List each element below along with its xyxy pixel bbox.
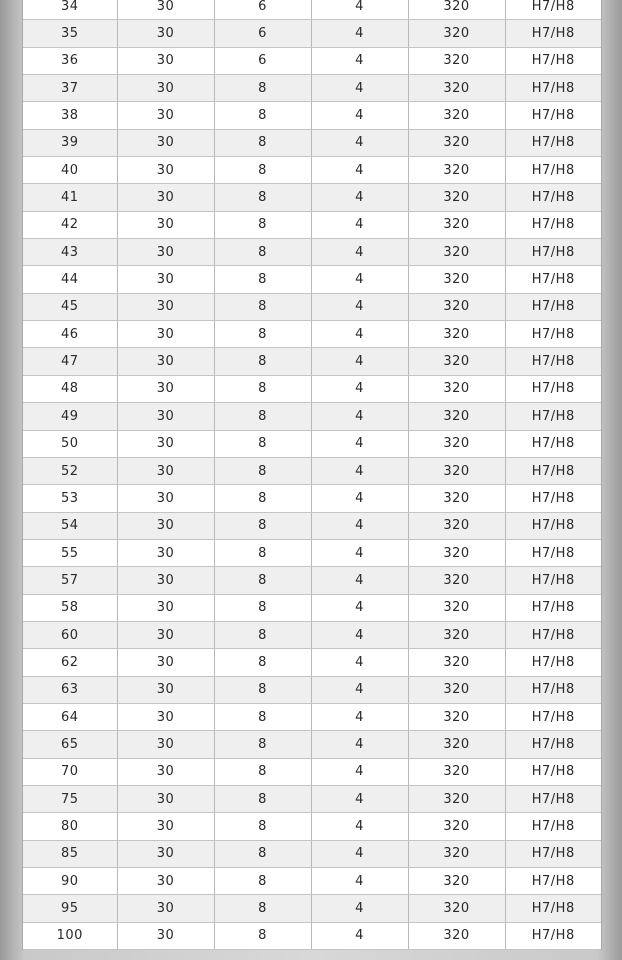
depth-cell: 4 <box>311 293 408 320</box>
table-row <box>23 430 601 457</box>
depth-cell: 4 <box>311 321 408 348</box>
table-row <box>23 703 601 730</box>
length-cell: 30 <box>117 895 214 922</box>
width-cell: 8 <box>214 157 311 184</box>
width-cell: 8 <box>214 567 311 594</box>
size-cell: 45 <box>23 293 117 320</box>
width-cell: 8 <box>214 293 311 320</box>
depth-cell: 4 <box>311 184 408 211</box>
width-cell: 8 <box>214 75 311 102</box>
tolerance-cell: H7/H8 <box>505 567 601 594</box>
depth-cell: 4 <box>311 430 408 457</box>
table-row <box>23 731 601 758</box>
table-row <box>23 47 601 74</box>
size-cell: 43 <box>23 239 117 266</box>
length-cell: 30 <box>117 0 214 20</box>
length-cell: 30 <box>117 649 214 676</box>
table-row <box>23 539 601 566</box>
tolerance-cell: H7/H8 <box>505 321 601 348</box>
depth-cell: 4 <box>311 676 408 703</box>
spec-table-body <box>23 0 601 950</box>
strength-cell: 320 <box>408 0 505 20</box>
width-cell: 8 <box>214 403 311 430</box>
table-row <box>23 485 601 512</box>
depth-cell: 4 <box>311 102 408 129</box>
strength-cell: 320 <box>408 375 505 402</box>
length-cell: 30 <box>117 348 214 375</box>
tolerance-cell: H7/H8 <box>505 239 601 266</box>
strength-cell: 320 <box>408 649 505 676</box>
length-cell: 30 <box>117 47 214 74</box>
tolerance-cell: H7/H8 <box>505 512 601 539</box>
width-cell: 8 <box>214 539 311 566</box>
strength-cell: 320 <box>408 785 505 812</box>
width-cell: 8 <box>214 211 311 238</box>
tolerance-cell: H7/H8 <box>505 211 601 238</box>
depth-cell: 4 <box>311 457 408 484</box>
strength-cell: 320 <box>408 403 505 430</box>
length-cell: 30 <box>117 211 214 238</box>
width-cell: 8 <box>214 239 311 266</box>
length-cell: 30 <box>117 102 214 129</box>
table-row <box>23 868 601 895</box>
depth-cell: 4 <box>311 485 408 512</box>
width-cell: 8 <box>214 840 311 867</box>
table-row <box>23 785 601 812</box>
length-cell: 30 <box>117 239 214 266</box>
tolerance-cell: H7/H8 <box>505 0 601 20</box>
size-cell: 64 <box>23 703 117 730</box>
tolerance-cell: H7/H8 <box>505 813 601 840</box>
depth-cell: 4 <box>311 20 408 47</box>
length-cell: 30 <box>117 430 214 457</box>
depth-cell: 4 <box>311 239 408 266</box>
length-cell: 30 <box>117 321 214 348</box>
depth-cell: 4 <box>311 594 408 621</box>
size-cell: 60 <box>23 621 117 648</box>
width-cell: 8 <box>214 184 311 211</box>
size-cell: 35 <box>23 20 117 47</box>
size-cell: 36 <box>23 47 117 74</box>
size-cell: 48 <box>23 375 117 402</box>
table-row <box>23 512 601 539</box>
strength-cell: 320 <box>408 512 505 539</box>
width-cell: 8 <box>214 676 311 703</box>
size-cell: 44 <box>23 266 117 293</box>
size-cell: 95 <box>23 895 117 922</box>
tolerance-cell: H7/H8 <box>505 348 601 375</box>
table-row <box>23 293 601 320</box>
table-row <box>23 403 601 430</box>
strength-cell: 320 <box>408 348 505 375</box>
depth-cell: 4 <box>311 75 408 102</box>
strength-cell: 320 <box>408 539 505 566</box>
width-cell: 6 <box>214 47 311 74</box>
tolerance-cell: H7/H8 <box>505 129 601 156</box>
depth-cell: 4 <box>311 403 408 430</box>
tolerance-cell: H7/H8 <box>505 621 601 648</box>
tolerance-cell: H7/H8 <box>505 649 601 676</box>
strength-cell: 320 <box>408 485 505 512</box>
size-cell: 65 <box>23 731 117 758</box>
strength-cell: 320 <box>408 676 505 703</box>
size-cell: 53 <box>23 485 117 512</box>
depth-cell: 4 <box>311 567 408 594</box>
depth-cell: 4 <box>311 512 408 539</box>
length-cell: 30 <box>117 184 214 211</box>
table-row <box>23 348 601 375</box>
depth-cell: 4 <box>311 731 408 758</box>
size-cell: 63 <box>23 676 117 703</box>
strength-cell: 320 <box>408 758 505 785</box>
table-row <box>23 567 601 594</box>
tolerance-cell: H7/H8 <box>505 184 601 211</box>
width-cell: 8 <box>214 922 311 949</box>
strength-cell: 320 <box>408 430 505 457</box>
size-cell: 80 <box>23 813 117 840</box>
table-row <box>23 129 601 156</box>
width-cell: 8 <box>214 485 311 512</box>
strength-cell: 320 <box>408 731 505 758</box>
tolerance-cell: H7/H8 <box>505 676 601 703</box>
table-row <box>23 457 601 484</box>
strength-cell: 320 <box>408 184 505 211</box>
table-row <box>23 758 601 785</box>
depth-cell: 4 <box>311 758 408 785</box>
table-row <box>23 239 601 266</box>
length-cell: 30 <box>117 621 214 648</box>
tolerance-cell: H7/H8 <box>505 758 601 785</box>
size-cell: 49 <box>23 403 117 430</box>
size-cell: 38 <box>23 102 117 129</box>
size-cell: 58 <box>23 594 117 621</box>
tolerance-cell: H7/H8 <box>505 785 601 812</box>
strength-cell: 320 <box>408 594 505 621</box>
strength-cell: 320 <box>408 211 505 238</box>
width-cell: 8 <box>214 758 311 785</box>
depth-cell: 4 <box>311 868 408 895</box>
tolerance-cell: H7/H8 <box>505 20 601 47</box>
table-row <box>23 20 601 47</box>
size-cell: 46 <box>23 321 117 348</box>
size-cell: 37 <box>23 75 117 102</box>
strength-cell: 320 <box>408 129 505 156</box>
tolerance-cell: H7/H8 <box>505 895 601 922</box>
length-cell: 30 <box>117 403 214 430</box>
tolerance-cell: H7/H8 <box>505 157 601 184</box>
width-cell: 6 <box>214 20 311 47</box>
depth-cell: 4 <box>311 47 408 74</box>
table-row <box>23 75 601 102</box>
strength-cell: 320 <box>408 813 505 840</box>
length-cell: 30 <box>117 594 214 621</box>
width-cell: 8 <box>214 813 311 840</box>
length-cell: 30 <box>117 485 214 512</box>
strength-cell: 320 <box>408 20 505 47</box>
length-cell: 30 <box>117 785 214 812</box>
depth-cell: 4 <box>311 129 408 156</box>
strength-cell: 320 <box>408 157 505 184</box>
tolerance-cell: H7/H8 <box>505 430 601 457</box>
strength-cell: 320 <box>408 868 505 895</box>
length-cell: 30 <box>117 20 214 47</box>
width-cell: 8 <box>214 430 311 457</box>
width-cell: 8 <box>214 594 311 621</box>
strength-cell: 320 <box>408 567 505 594</box>
length-cell: 30 <box>117 676 214 703</box>
width-cell: 8 <box>214 868 311 895</box>
tolerance-cell: H7/H8 <box>505 594 601 621</box>
tolerance-cell: H7/H8 <box>505 539 601 566</box>
length-cell: 30 <box>117 75 214 102</box>
width-cell: 8 <box>214 266 311 293</box>
tolerance-cell: H7/H8 <box>505 47 601 74</box>
tolerance-cell: H7/H8 <box>505 375 601 402</box>
width-cell: 8 <box>214 895 311 922</box>
strength-cell: 320 <box>408 895 505 922</box>
table-row <box>23 321 601 348</box>
size-cell: 62 <box>23 649 117 676</box>
table-row <box>23 375 601 402</box>
depth-cell: 4 <box>311 922 408 949</box>
tolerance-cell: H7/H8 <box>505 868 601 895</box>
depth-cell: 4 <box>311 0 408 20</box>
depth-cell: 4 <box>311 813 408 840</box>
table-row <box>23 676 601 703</box>
width-cell: 8 <box>214 348 311 375</box>
size-cell: 85 <box>23 840 117 867</box>
size-cell: 100 <box>23 922 117 949</box>
length-cell: 30 <box>117 457 214 484</box>
size-cell: 41 <box>23 184 117 211</box>
table-row <box>23 211 601 238</box>
length-cell: 30 <box>117 703 214 730</box>
size-cell: 39 <box>23 129 117 156</box>
depth-cell: 4 <box>311 785 408 812</box>
spec-sheet <box>22 0 602 950</box>
size-cell: 54 <box>23 512 117 539</box>
depth-cell: 4 <box>311 895 408 922</box>
tolerance-cell: H7/H8 <box>505 922 601 949</box>
size-cell: 40 <box>23 157 117 184</box>
length-cell: 30 <box>117 375 214 402</box>
length-cell: 30 <box>117 922 214 949</box>
tolerance-cell: H7/H8 <box>505 457 601 484</box>
size-cell: 50 <box>23 430 117 457</box>
tolerance-cell: H7/H8 <box>505 840 601 867</box>
length-cell: 30 <box>117 512 214 539</box>
strength-cell: 320 <box>408 703 505 730</box>
length-cell: 30 <box>117 129 214 156</box>
strength-cell: 320 <box>408 621 505 648</box>
size-cell: 55 <box>23 539 117 566</box>
length-cell: 30 <box>117 266 214 293</box>
size-cell: 47 <box>23 348 117 375</box>
width-cell: 8 <box>214 457 311 484</box>
length-cell: 30 <box>117 731 214 758</box>
strength-cell: 320 <box>408 840 505 867</box>
width-cell: 8 <box>214 731 311 758</box>
table-row <box>23 157 601 184</box>
table-row <box>23 895 601 922</box>
strength-cell: 320 <box>408 47 505 74</box>
depth-cell: 4 <box>311 840 408 867</box>
table-row <box>23 621 601 648</box>
depth-cell: 4 <box>311 211 408 238</box>
size-cell: 57 <box>23 567 117 594</box>
size-cell: 70 <box>23 758 117 785</box>
tolerance-cell: H7/H8 <box>505 102 601 129</box>
tolerance-cell: H7/H8 <box>505 731 601 758</box>
width-cell: 8 <box>214 102 311 129</box>
depth-cell: 4 <box>311 621 408 648</box>
length-cell: 30 <box>117 840 214 867</box>
tolerance-cell: H7/H8 <box>505 703 601 730</box>
strength-cell: 320 <box>408 922 505 949</box>
width-cell: 6 <box>214 0 311 20</box>
depth-cell: 4 <box>311 157 408 184</box>
length-cell: 30 <box>117 758 214 785</box>
tolerance-cell: H7/H8 <box>505 485 601 512</box>
depth-cell: 4 <box>311 348 408 375</box>
strength-cell: 320 <box>408 293 505 320</box>
table-row <box>23 649 601 676</box>
length-cell: 30 <box>117 157 214 184</box>
table-row <box>23 184 601 211</box>
depth-cell: 4 <box>311 703 408 730</box>
width-cell: 8 <box>214 375 311 402</box>
spec-table <box>23 0 601 950</box>
size-cell: 34 <box>23 0 117 20</box>
depth-cell: 4 <box>311 375 408 402</box>
length-cell: 30 <box>117 293 214 320</box>
depth-cell: 4 <box>311 539 408 566</box>
depth-cell: 4 <box>311 266 408 293</box>
table-row <box>23 266 601 293</box>
table-row <box>23 594 601 621</box>
strength-cell: 320 <box>408 457 505 484</box>
width-cell: 8 <box>214 785 311 812</box>
length-cell: 30 <box>117 813 214 840</box>
width-cell: 8 <box>214 703 311 730</box>
tolerance-cell: H7/H8 <box>505 266 601 293</box>
tolerance-cell: H7/H8 <box>505 403 601 430</box>
width-cell: 8 <box>214 321 311 348</box>
length-cell: 30 <box>117 868 214 895</box>
size-cell: 90 <box>23 868 117 895</box>
length-cell: 30 <box>117 539 214 566</box>
tolerance-cell: H7/H8 <box>505 293 601 320</box>
width-cell: 8 <box>214 621 311 648</box>
size-cell: 52 <box>23 457 117 484</box>
strength-cell: 320 <box>408 102 505 129</box>
depth-cell: 4 <box>311 649 408 676</box>
length-cell: 30 <box>117 567 214 594</box>
width-cell: 8 <box>214 129 311 156</box>
width-cell: 8 <box>214 512 311 539</box>
table-row <box>23 840 601 867</box>
width-cell: 8 <box>214 649 311 676</box>
table-row <box>23 813 601 840</box>
strength-cell: 320 <box>408 239 505 266</box>
table-row <box>23 922 601 949</box>
table-row <box>23 0 601 20</box>
strength-cell: 320 <box>408 75 505 102</box>
size-cell: 75 <box>23 785 117 812</box>
strength-cell: 320 <box>408 266 505 293</box>
size-cell: 42 <box>23 211 117 238</box>
strength-cell: 320 <box>408 321 505 348</box>
tolerance-cell: H7/H8 <box>505 75 601 102</box>
table-row <box>23 102 601 129</box>
